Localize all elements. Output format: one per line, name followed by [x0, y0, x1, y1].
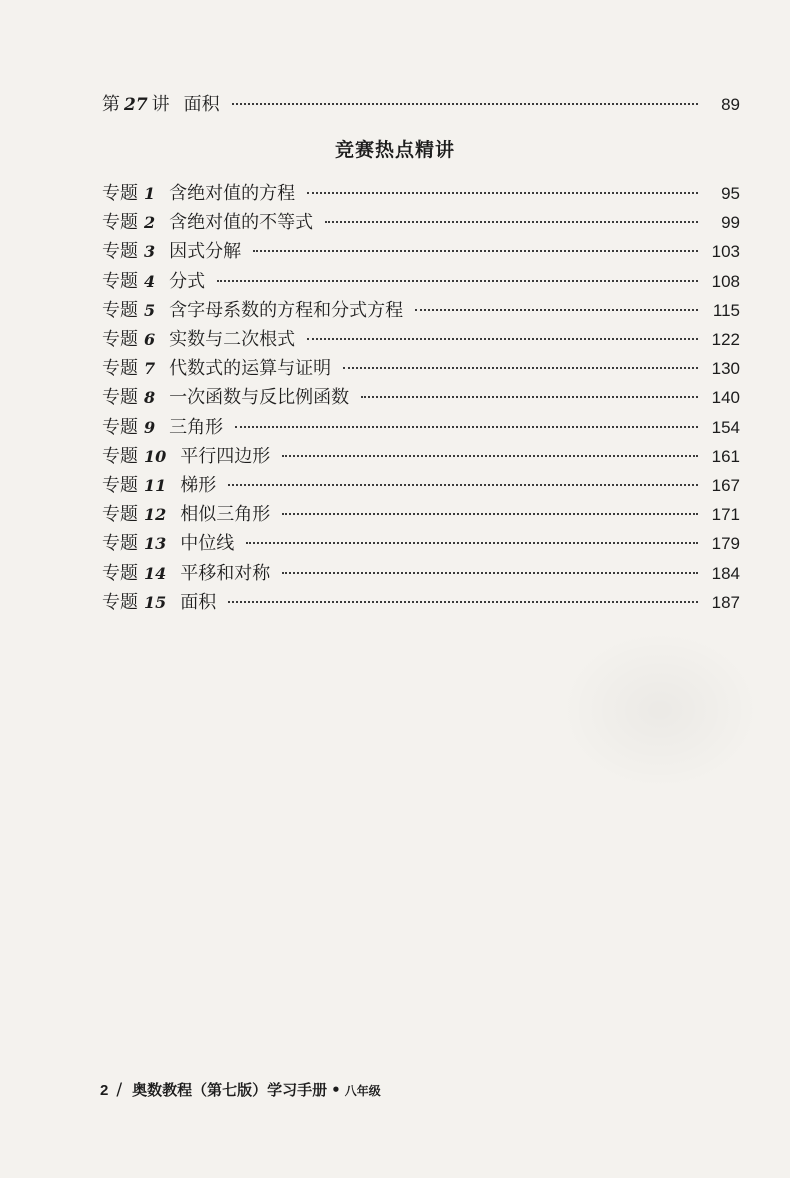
topic-number: 14	[144, 563, 167, 583]
lecture-suffix: 讲	[151, 94, 170, 115]
topic-label: 专题	[102, 270, 138, 292]
toc-entry-lecture-27	[102, 90, 740, 118]
toc-entry-topic-12	[102, 500, 740, 528]
footer-book-title: 奥数教程（第七版）学习手册	[132, 1081, 328, 1099]
topic-page-number: 115	[712, 300, 740, 320]
topic-title: 平移和对称	[180, 562, 271, 584]
topic-title: 含绝对值的不等式	[169, 212, 314, 234]
topic-label: 专题	[102, 299, 138, 321]
toc-entry-topic-2	[102, 208, 740, 236]
topic-title: 含字母系数的方程和分式方程	[169, 299, 404, 321]
topic-label: 专题	[102, 387, 138, 409]
lecture-number: 27	[124, 95, 148, 115]
lecture-prefix: 第	[102, 94, 120, 115]
dot-leader	[415, 309, 698, 311]
dot-leader	[246, 542, 698, 544]
page-footer	[100, 1079, 381, 1100]
toc-entry-topic-10	[102, 442, 740, 470]
dot-leader	[343, 367, 698, 369]
topic-label: 专题	[102, 504, 138, 526]
dot-leader	[282, 572, 698, 574]
topic-title: 代数式的运算与证明	[169, 358, 332, 380]
topic-page-number: 187	[711, 592, 740, 612]
dot-leader	[307, 338, 698, 340]
topic-label: 专题	[102, 212, 138, 234]
toc-entry-topic-6	[102, 325, 740, 353]
topic-label: 专题	[102, 183, 138, 204]
topic-number: 12	[144, 505, 167, 525]
topic-number: 2	[144, 213, 156, 233]
topic-number: 10	[144, 446, 167, 466]
dot-leader	[307, 192, 698, 194]
topic-number: 4	[144, 271, 156, 291]
toc-entry-topic-14	[102, 559, 740, 587]
topic-label: 专题	[102, 445, 138, 467]
topic-label: 专题	[102, 562, 138, 584]
topic-page-number: 171	[711, 505, 740, 525]
topic-label: 专题	[102, 475, 138, 496]
topic-number: 11	[144, 476, 167, 495]
topic-number: 1	[144, 184, 156, 203]
toc-entry-topic-13	[102, 529, 740, 557]
topic-title: 分式	[169, 270, 206, 292]
footer-grade: 八年级	[344, 1084, 381, 1098]
lecture-title: 面积	[183, 94, 220, 115]
topic-number: 15	[144, 592, 167, 612]
topic-number: 7	[144, 359, 156, 379]
topic-page-number: 167	[711, 476, 740, 495]
topic-title: 实数与二次根式	[169, 329, 296, 350]
dot-leader	[235, 426, 698, 428]
dot-leader	[361, 396, 698, 398]
toc-entry-topic-15	[102, 588, 740, 616]
toc-entry-topic-1	[102, 179, 740, 207]
topic-page-number: 103	[711, 242, 740, 262]
topic-label: 专题	[102, 329, 138, 350]
topic-label: 专题	[102, 591, 138, 613]
topic-page-number: 161	[711, 446, 740, 466]
dot-leader	[282, 513, 698, 515]
dot-leader	[253, 250, 698, 252]
dot-leader	[228, 601, 698, 603]
topic-label: 专题	[102, 533, 138, 555]
section-heading: 竞赛热点精讲	[334, 139, 455, 161]
toc-entry-topic-11	[102, 471, 740, 499]
footer-page-number: 2	[100, 1082, 109, 1099]
topic-title: 因式分解	[169, 241, 242, 263]
topic-label: 专题	[102, 358, 138, 380]
footer-separator: /	[116, 1080, 123, 1100]
topic-number: 9	[144, 417, 156, 437]
topic-page-number: 108	[711, 271, 740, 291]
topic-title: 面积	[180, 591, 217, 613]
paper-bleed-through	[560, 630, 760, 790]
topic-title: 梯形	[180, 475, 217, 496]
toc-entry-topic-9	[102, 413, 740, 441]
topic-page-number: 130	[711, 359, 740, 379]
topic-title: 中位线	[180, 533, 235, 555]
topic-title: 三角形	[169, 416, 224, 438]
topic-title: 相似三角形	[180, 504, 271, 526]
dot-leader	[325, 221, 698, 223]
lecture-page-number: 89	[721, 95, 740, 114]
topic-page-number: 184	[711, 563, 740, 583]
topic-page-number: 99	[721, 213, 740, 233]
toc-entry-topic-3	[102, 237, 740, 265]
dot-leader	[232, 103, 698, 105]
topic-page-number: 154	[711, 417, 740, 437]
topic-title: 一次函数与反比例函数	[169, 387, 350, 409]
dot-leader	[217, 280, 698, 282]
toc-entry-topic-5	[102, 296, 740, 324]
topic-number: 6	[144, 330, 156, 349]
dot-leader	[282, 455, 698, 457]
topic-title: 平行四边形	[180, 445, 271, 467]
topic-page-number: 122	[711, 330, 740, 349]
dot-leader	[228, 484, 698, 486]
topic-label: 专题	[102, 241, 138, 263]
topic-number: 8	[144, 388, 156, 408]
topic-page-number: 179	[711, 534, 740, 554]
topic-page-number: 140	[711, 388, 740, 408]
toc-entry-topic-7	[102, 354, 740, 382]
topic-number: 5	[144, 300, 156, 320]
toc-entry-topic-8	[102, 383, 740, 411]
footer-dot: •	[331, 1081, 341, 1099]
topic-label: 专题	[102, 416, 138, 438]
toc-entry-topic-4	[102, 267, 740, 295]
topic-page-number: 95	[721, 184, 740, 203]
topic-title: 含绝对值的方程	[169, 183, 296, 204]
topic-number: 13	[144, 534, 167, 554]
topic-number: 3	[144, 242, 156, 262]
